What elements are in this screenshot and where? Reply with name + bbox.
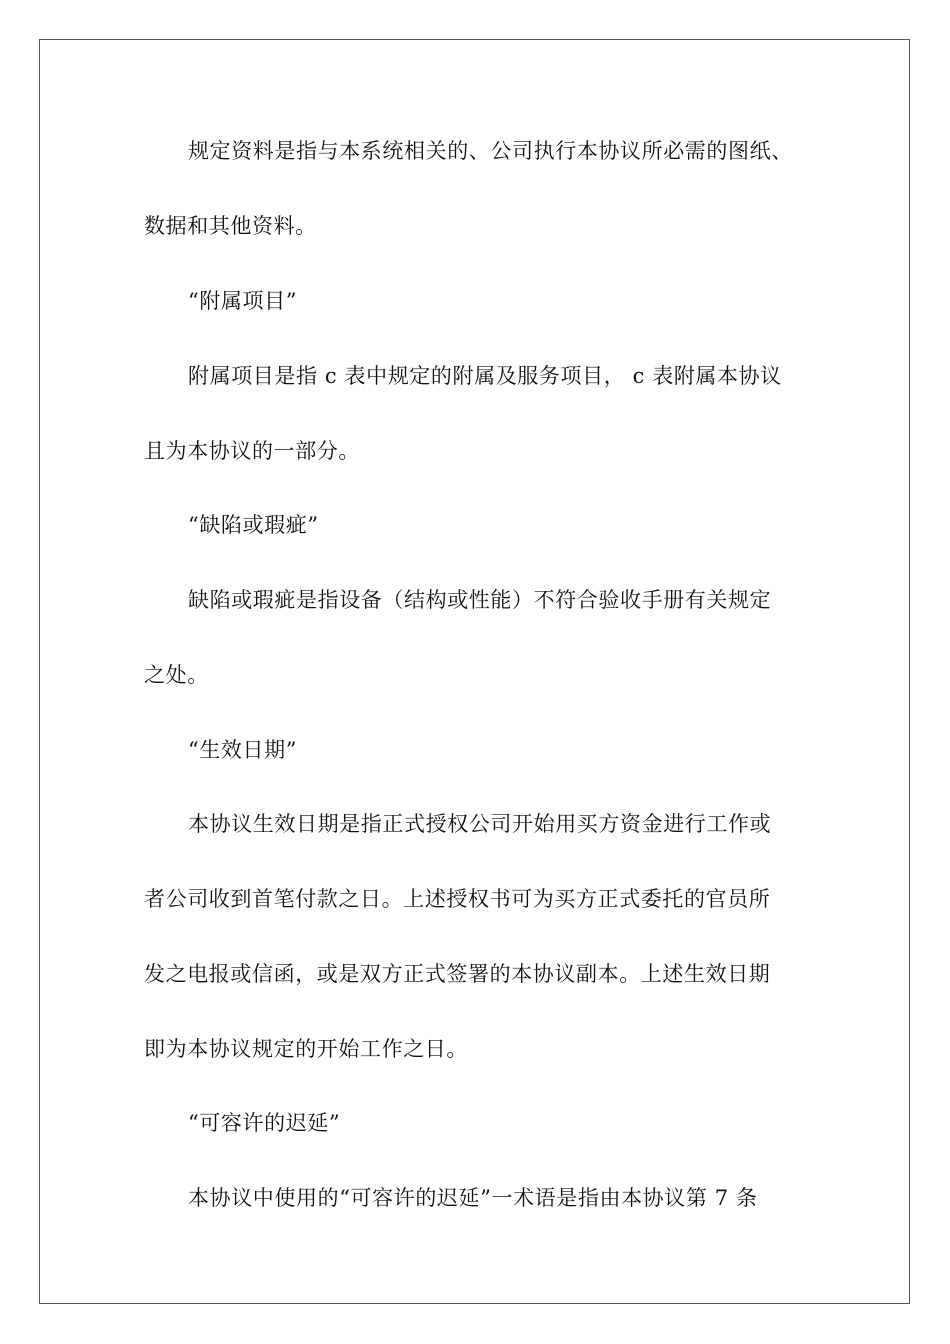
paragraph-line: 本协议中使用的“可容许的迟延”一术语是指由本协议第 7 条 (188, 1186, 758, 1210)
term-heading: “附属项目” (188, 289, 298, 313)
paragraph-line: 之处。 (144, 663, 209, 687)
paragraph-line: 本协议生效日期是指正式授权公司开始用买方资金进行工作或 (188, 812, 772, 836)
term-heading: “生效日期” (188, 738, 298, 762)
paragraph-line: 规定资料是指与本系统相关的、公司执行本协议所必需的图纸、 (188, 139, 793, 163)
term-heading: “可容许的迟延” (188, 1111, 341, 1135)
term-heading: “缺陷或瑕疵” (188, 513, 319, 537)
paragraph-line: 且为本协议的一部分。 (144, 439, 360, 463)
paragraph-line: 附属项目是指 c 表中规定的附属及服务项目， c 表附属本协议 (188, 364, 782, 388)
paragraph-line: 即为本协议规定的开始工作之日。 (144, 1037, 468, 1061)
paragraph-line: 发之电报或信函，或是双方正式签署的本协议副本。上述生效日期 (144, 962, 771, 986)
paragraph-line: 缺陷或瑕疵是指设备（结构或性能）不符合验收手册有关规定 (188, 588, 772, 612)
paragraph-line: 数据和其他资料。 (144, 214, 317, 238)
paragraph-line: 者公司收到首笔付款之日。上述授权书可为买方正式委托的官员所 (144, 887, 771, 911)
